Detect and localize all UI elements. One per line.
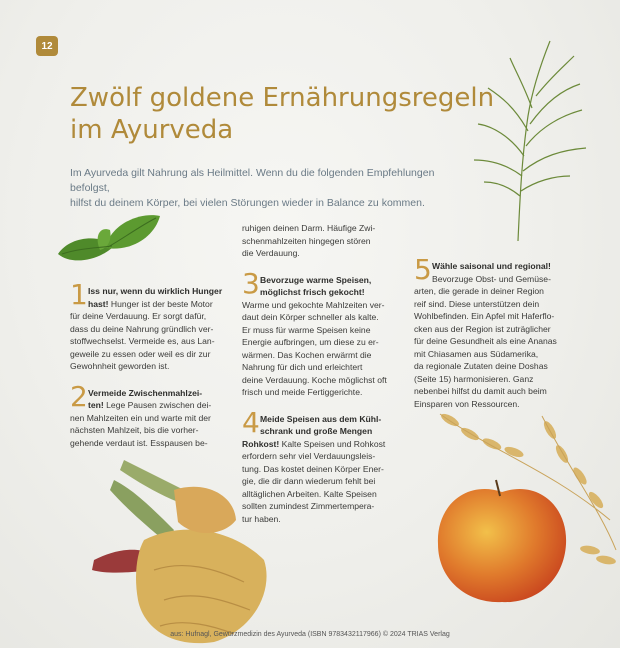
rule-text: stoffwechselst. Vermeide es, aus Lan- xyxy=(70,336,215,346)
rule-text: schenmahlzeiten hingegen stören xyxy=(242,235,371,246)
rule-number: 2 xyxy=(70,379,88,413)
rule-text: arten, die gerade in deiner Region xyxy=(414,286,544,296)
rule-text: Er muss für warme Speisen keine xyxy=(242,324,371,335)
rule-text: dass du deine Nahrung gründlich ver- xyxy=(70,323,214,334)
rule-heading: schrank und große Mengen xyxy=(260,426,373,436)
rule-heading: Wähle saisonal und regional! xyxy=(432,261,551,271)
rule-text: gehende verdaut ist. Esspausen be- xyxy=(70,437,208,448)
rule-3 xyxy=(242,266,402,399)
rule-text: Warme und gekochte Mahlzeiten ver- xyxy=(242,299,385,310)
basil-image xyxy=(50,208,165,272)
rule-number: 3 xyxy=(242,266,260,300)
rule-text: deine Verdauung. Koche möglichst oft xyxy=(242,374,387,385)
rule-text: geweile zu essen oder weil es dir zur xyxy=(70,348,211,359)
rule-heading: Bevorzuge warme Speisen, xyxy=(260,274,372,285)
intro-text xyxy=(70,166,470,211)
rule-text: sollten zumindest Zimmertempera- xyxy=(242,501,375,511)
rule-text: erfordern sehr viel Verdauungsleis- xyxy=(242,451,376,461)
rule-text: wärmen. Das Kochen erwärmt die xyxy=(242,349,372,360)
rule-text: gie, die dir dann wiederum fehlt bei xyxy=(242,476,376,486)
page-title xyxy=(70,82,530,146)
rule-text: (Seite 15) harmonisieren. Ganz xyxy=(414,373,534,384)
rule-text: nebenbei hilfst du damit auch beim xyxy=(414,386,547,396)
rule-heading: Vermeide Zwischenmahlzei- xyxy=(88,387,203,398)
rule-text: daut dein Körper schneller als kalte. xyxy=(242,312,379,322)
rule-text: cken aus der Region ist zuträglicher xyxy=(414,323,551,334)
rule-text: mit Chiasamen aus Südamerika, xyxy=(414,348,539,359)
title-line-1: Zwölf goldene Ernährungsregeln xyxy=(70,83,495,113)
title-line-2: im Ayurveda xyxy=(70,115,234,145)
rule-heading: Iss nur, wenn du wirklich Hunger xyxy=(88,286,223,296)
column-2 xyxy=(242,222,402,525)
intro-line-2: hilfst du deinem Körper, bei vielen Störungen wieder in Balance zu kommen. xyxy=(70,197,425,209)
rule-5 xyxy=(414,253,579,410)
rule-text: Energie aufbringen, um diese zu er- xyxy=(242,337,379,347)
rule-heading: Rohkost! xyxy=(242,438,280,449)
rule-text: tung. Das kostet deinen Körper Ener- xyxy=(242,463,384,474)
intro-line-1: Im Ayurveda gilt Nahrung als Heilmittel. Wenn du die folgenden Empfehlungen befolgst, xyxy=(70,167,435,194)
rule-text: Lege Pausen zwischen dei- xyxy=(103,400,212,410)
rule-text: die Verdauung. xyxy=(242,248,300,258)
rule-text: ruhigen deinen Darm. Häufige Zwi- xyxy=(242,223,376,233)
rule-heading: hast! xyxy=(88,298,109,309)
rule-text: nen Mahlzeiten ein und warte mit der xyxy=(70,412,211,423)
rule-text: Einsparen von Ressourcen. xyxy=(414,398,520,409)
rule-text: für deine Verdauung. Er sorgt dafür, xyxy=(70,311,207,321)
rule-text: nächsten Mahlzeit, bis die vorher- xyxy=(70,425,199,435)
rule-2 xyxy=(70,379,230,450)
rule-1 xyxy=(70,278,230,373)
rule-text: reif sind. Diese unterstützen dein xyxy=(414,298,540,309)
column-1 xyxy=(70,278,230,449)
source-footer: aus: Hufnagl, Gewürzmedizin des Ayurveda (ISBN 9783432117966) © 2024 TRIAS Verlag xyxy=(170,631,450,638)
column-3 xyxy=(414,253,579,410)
rule-text: frisch und meide Fertiggerichte. xyxy=(242,387,363,397)
rule-4 xyxy=(242,405,402,526)
rule-number: 4 xyxy=(242,405,260,439)
rule-text: Nahrung für dich und erleichtert xyxy=(242,362,363,372)
rule-number: 1 xyxy=(70,278,88,311)
rule-text: Kalte Speisen und Rohkost xyxy=(279,438,386,449)
rule-text: da regionale Zutaten deine Doshas xyxy=(414,361,548,371)
rule-number: 5 xyxy=(414,253,432,286)
rule-heading: möglichst frisch gekocht! xyxy=(260,287,365,297)
rule-text: Bevorzuge Obst- und Gemüse- xyxy=(432,273,551,284)
page-number-badge: 12 xyxy=(36,36,58,56)
rule-heading: Meide Speisen aus dem Kühl- xyxy=(260,413,382,424)
rule-heading: ten! xyxy=(88,400,104,410)
rule-text: Wohlbefinden. Ein Apfel mit Haferflo- xyxy=(414,311,555,321)
rule-text: für deine Gesundheit als eine Ananas xyxy=(414,336,557,346)
rule-text: Hunger ist der beste Motor xyxy=(108,298,213,309)
rule-text: alltäglichen Arbeiten. Kalte Speisen xyxy=(242,488,377,499)
rule-text: tur haben. xyxy=(242,513,281,524)
apple-image xyxy=(434,476,570,606)
rule-text: Gewohnheit geworden ist. xyxy=(70,361,170,371)
